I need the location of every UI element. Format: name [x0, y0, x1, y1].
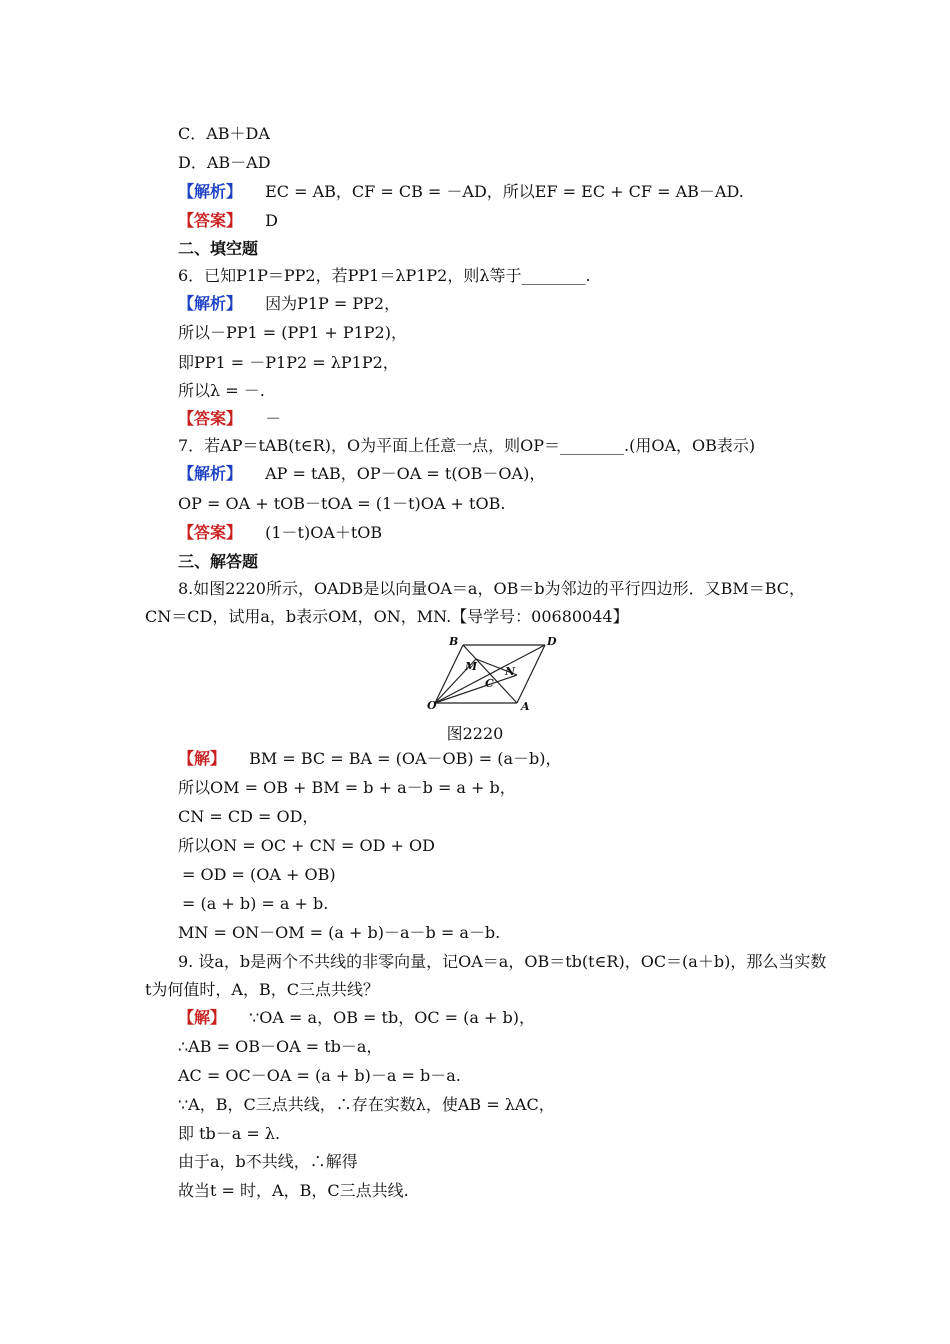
- solution-tag: 【解】: [178, 1008, 227, 1027]
- solution-9-line2: ∴AB = OB－OA = tb－a，: [178, 1037, 383, 1056]
- analysis-text: AP = tAB，OP－OA = t(OB－OA)，: [265, 464, 546, 483]
- section-solutions: 三、解答题: [178, 552, 259, 571]
- solution-9-line3: AC = OC－OA = (a + b)－a = b－a.: [178, 1066, 461, 1085]
- question-7: 7．若AP＝tAB(t∈R)，O为平面上任意一点，则OP＝________.(用OA，OB表示): [178, 436, 756, 455]
- line-option-c: C．AB＋DA: [178, 124, 270, 143]
- analysis-6-line3: 即PP1 = －P1P2 = λP1P2，: [178, 353, 399, 372]
- answer-7: [178, 523, 382, 543]
- label-m: M: [465, 660, 478, 673]
- solution-9-line4: ∵A，B，C三点共线，∴存在实数λ，使AB = λAC，: [178, 1095, 555, 1114]
- parallelogram-diagram: [425, 633, 557, 713]
- label-c: C: [485, 677, 494, 690]
- answer-text: D: [265, 211, 278, 230]
- analysis-6-line4: 所以λ = －.: [178, 381, 265, 400]
- question-9: 9. 设a，b是两个不共线的非零向量，记OA＝a，OB＝tb(t∈R)，OC＝(a＋b)，那么当实数: [178, 952, 827, 971]
- answer-tag: 【答案】: [178, 523, 243, 542]
- solution-8-line2: 所以OM = OB + BM = b + a－b = a + b，: [178, 778, 516, 797]
- label-a: A: [521, 700, 530, 713]
- answer-text: －: [265, 409, 282, 428]
- solution-9-line6: 由于a，b不共线，∴解得: [178, 1152, 358, 1171]
- solution-8-line6: = (a + b) = a + b.: [182, 894, 329, 913]
- analysis-tag: 【解析】: [178, 464, 243, 483]
- answer-6: [178, 409, 281, 429]
- analysis-6-line2: 所以－PP1 = (PP1 + P1P2)，: [178, 323, 407, 342]
- edge-ad: [517, 645, 545, 703]
- solution-text: BM = BC = BA = (OA－OB) = (a－b)，: [249, 749, 562, 768]
- question-9-line2: t为何值时，A，B，C三点共线？: [145, 980, 379, 999]
- section-fill-in: 二、填空题: [178, 239, 259, 258]
- solution-9-line5: 即 tb－a = λ.: [178, 1124, 281, 1143]
- solution-tag: 【解】: [178, 749, 227, 768]
- analysis-tag: 【解析】: [178, 182, 243, 201]
- analysis-text: EC = AB，CF = CB = －AD，所以EF = EC + CF = AB－AD.: [265, 182, 744, 201]
- line-option-d: D．AB－AD: [178, 153, 271, 172]
- label-n: N: [505, 665, 516, 678]
- solution-text: ∵OA = a，OB = tb，OC = (a + b)，: [249, 1008, 535, 1027]
- analysis-5: [178, 182, 744, 202]
- answer-text: (1－t)OA＋tOB: [265, 523, 383, 542]
- solution-8-line3: CN = CD = OD，: [178, 807, 319, 826]
- label-b: B: [449, 635, 459, 648]
- parallelogram-figure: [425, 633, 557, 713]
- solution-9: [178, 1008, 535, 1028]
- analysis-tag: 【解析】: [178, 294, 243, 313]
- solution-8-line4: 所以ON = OC + CN = OD + OD: [178, 836, 435, 855]
- solution-9-line7: 故当t = 时，A，B，C三点共线.: [178, 1181, 409, 1200]
- answer-tag: 【答案】: [178, 409, 243, 428]
- question-8-line2: CN＝CD，试用a，b表示OM，ON，MN.【导学号：00680044】: [145, 607, 629, 626]
- question-8: 8.如图2220所示，OADB是以向量OA＝a，OB＝b为邻边的平行四边形．又BM＝BC，: [178, 579, 806, 598]
- answer-tag: 【答案】: [178, 211, 243, 230]
- question-6: 6．已知P1P＝PP2，若PP1＝λP1P2，则λ等于________.: [178, 266, 591, 285]
- solution-8: [178, 749, 561, 769]
- analysis-7-line2: OP = OA + tOB－tOA = (1－t)OA + tOB.: [178, 494, 506, 513]
- label-d: D: [547, 635, 557, 648]
- solution-8-line5: = OD = (OA + OB): [182, 865, 336, 884]
- solution-8-line7: MN = ON－OM = (a + b)－a－b = a－b.: [178, 923, 501, 942]
- figure-caption: 图2220: [446, 724, 504, 743]
- analysis-text: 因为P1P = PP2，: [265, 294, 401, 313]
- analysis-6: [178, 294, 400, 314]
- label-o: O: [427, 699, 437, 712]
- analysis-7: [178, 464, 545, 484]
- answer-5: [178, 211, 278, 231]
